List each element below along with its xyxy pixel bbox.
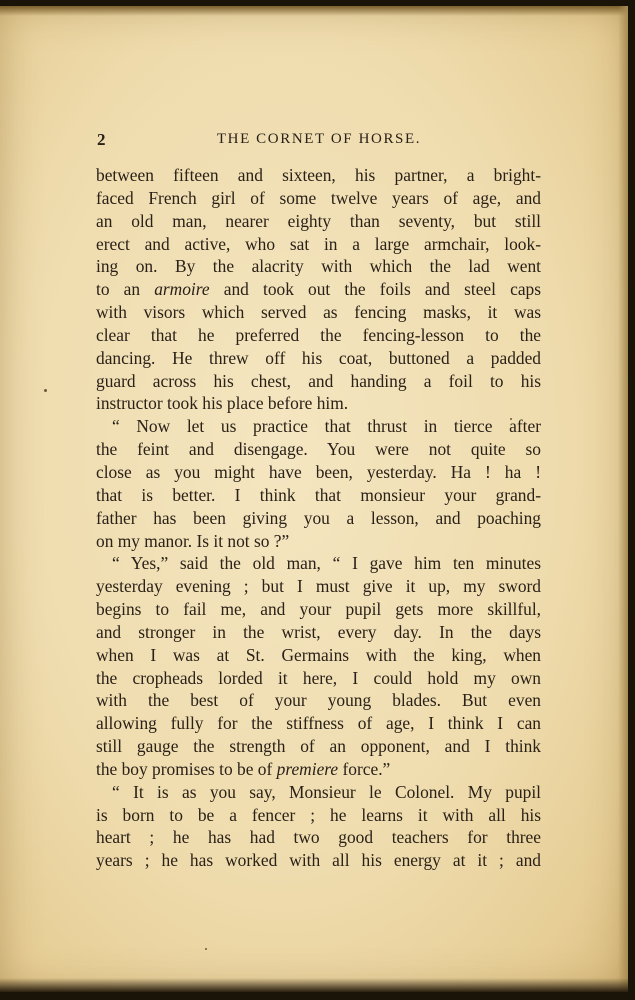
running-head: THE CORNET OF HORSE.	[216, 131, 422, 147]
text-line: erect and active, who sat in a large armchair, look-	[96, 233, 541, 254]
page-right-edge	[618, 6, 628, 992]
italic-word: premiere	[276, 758, 339, 779]
text-line: still gauge the strength of an opponent, and I think	[96, 736, 541, 757]
text-line: allowing fully for the stiffness of age, I think I can	[96, 713, 541, 734]
text-segment: the boy promises to be of	[96, 758, 277, 779]
paper-speck	[44, 389, 47, 392]
text-line: guard across his chest, and handing a foil to his	[96, 370, 541, 391]
text-segment: and took out the foils and steel caps	[209, 279, 541, 300]
paper-speck	[205, 948, 207, 950]
page-bottom-edge	[0, 978, 628, 992]
text-line: father has been giving you a lesson, and poaching	[96, 507, 541, 528]
text-line: between fifteen and sixteen, his partner, a bright-	[96, 165, 541, 185]
text-line: yesterday evening ; but I must give it up, my sword	[96, 576, 541, 597]
text-line: that is better. I think that monsieur your grand-	[96, 484, 541, 505]
text-line: “ It is as you say, Monsieur le Colonel. My pupil	[112, 781, 541, 802]
page-top-edge	[0, 6, 628, 16]
text-line: “ Now let us practice that thrust in tierce after	[112, 416, 541, 437]
text-line: close as you might have been, yesterday. Ha ! ha !	[96, 461, 541, 482]
text-segment: force.”	[338, 758, 391, 779]
text-line: begins to fail me, and your pupil gets more skillful,	[96, 599, 541, 620]
text-line: faced French girl of some twelve years of age, and	[96, 187, 541, 208]
text-line: on my manor. Is it not so ?”	[96, 530, 290, 551]
text-line: and stronger in the wrist, every day. In the days	[96, 621, 541, 642]
page-number: 2	[97, 130, 106, 149]
text-line: an old man, nearer eighty than seventy, but still	[96, 210, 541, 231]
text-line: with visors which served as fencing masks, it was	[96, 302, 541, 323]
text-line: is born to be a fencer ; he learns it with all his	[96, 804, 541, 825]
text-line: dancing. He threw off his coat, buttoned a padded	[96, 347, 541, 368]
text-line: the feint and disengage. You were not quite so	[96, 439, 541, 460]
text-line: instructor took his place before him.	[96, 393, 349, 414]
body-text	[96, 164, 541, 872]
text-line: ing on. By the alacrity with which the lad went	[96, 256, 541, 277]
text-line: the cropheads lorded it here, I could hold my own	[96, 667, 541, 688]
book-page	[0, 6, 628, 992]
text-line: heart ; he has had two good teachers for three	[96, 827, 541, 848]
text-line: years ; he has worked with all his energy at it ; and	[96, 850, 541, 871]
text-line	[96, 758, 541, 781]
text-line: “ Yes,” said the old man, “ I gave him ten minutes	[112, 553, 541, 574]
text-line: when I was at St. Germains with the king, when	[96, 644, 541, 665]
page-header	[97, 130, 541, 154]
text-line	[96, 278, 541, 301]
text-segment: to an	[96, 279, 155, 300]
text-line: clear that he preferred the fencing-lesson to the	[96, 324, 541, 345]
text-line: with the best of your young blades. But even	[96, 690, 541, 711]
italic-word: armoire	[154, 279, 210, 300]
